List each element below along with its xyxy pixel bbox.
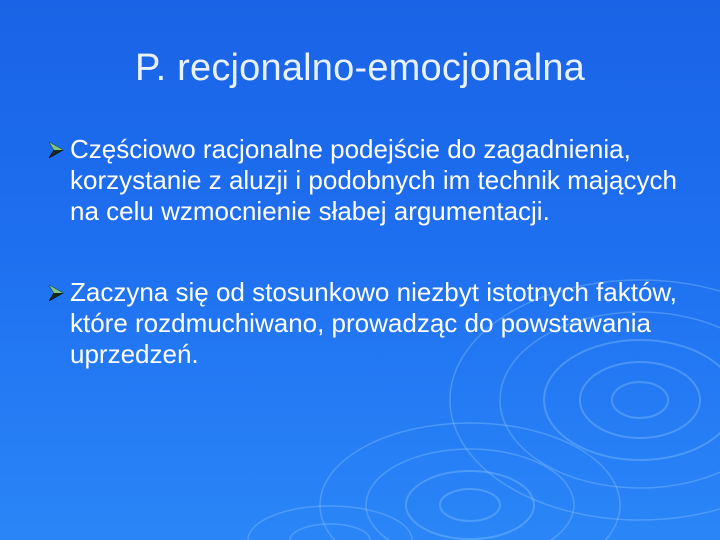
- bullet-text: Zaczyna się od stosunkowo niezbyt istotnych faktów, które rozdmuchiwano, prowadząc do powstawania uprzedzeń.: [70, 277, 677, 369]
- bullet-text: Częściowo racjonalne podejście do zagadnienia, korzystanie z aluzji i podobnych im technik mających na celu wzmocnienie słabej argumentacji.: [70, 134, 677, 226]
- slide-title: P. recjonalno-emocjonalna: [134, 47, 586, 89]
- bullet-item: [48, 134, 688, 227]
- bullet-item: [48, 277, 688, 370]
- arrowhead-bullet-icon: [48, 141, 64, 159]
- bullet-list: [48, 134, 688, 370]
- arrowhead-bullet-icon: [48, 284, 64, 302]
